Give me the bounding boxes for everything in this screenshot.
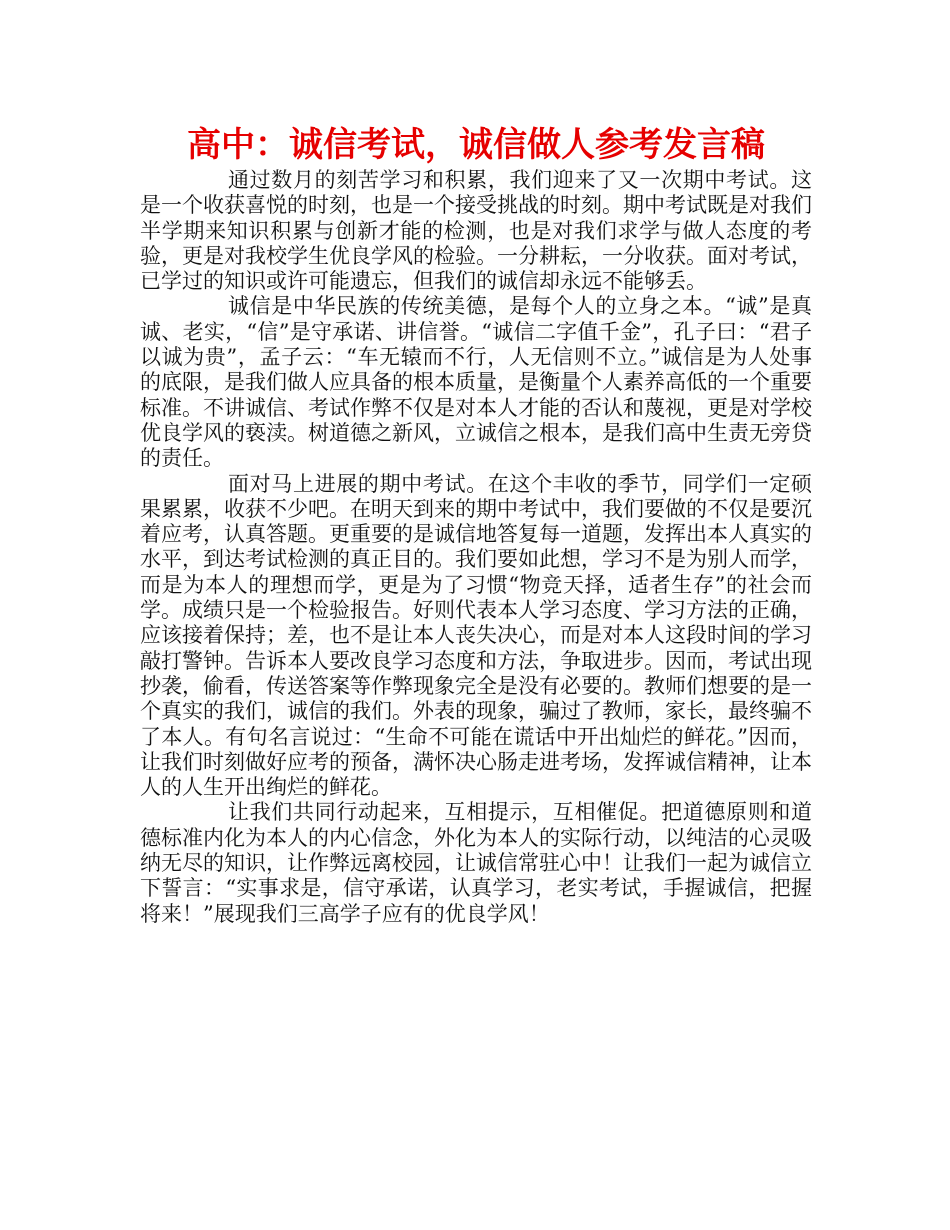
paragraph-2: 诚信是中华民族的传统美德，是每个人的立身之本。“诚”是真诚、老实，“信”是守承诺、讲信誉。“诚信二字值千金”，孔子曰：“君子以诚为贵”，孟子云：“车无辕而不行，人无信则不立。”诚信是为人处事的底限，是我们做人应具备的根本质量，是衡量个人素养高低的一个重要标准。不讲诚信、考试作弊不仅是对本人才能的否认和蔑视，更是对学校优良学风的亵渎。树道德之新风，立诚信之根本，是我们高中生责无旁贷的责任。 [140, 294, 812, 471]
paragraph-3: 面对马上进展的期中考试。在这个丰收的季节，同学们一定硕果累累，收获不少吧。在明天到来的期中考试中，我们要做的不仅是要沉着应考，认真答题。更重要的是诚信地答复每一道题，发挥出本人真实的水平，到达考试检测的真正目的。我们要如此想，学习不是为别人而学，而是为本人的理想而学，更是为了习惯“物竞天择，适者生存”的社会而学。成绩只是一个检验报告。好则代表本人学习态度、学习方法的正确，应该接着保持；差，也不是让本人丧失决心，而是对本人这段时间的学习敲打警钟。告诉本人要改良学习态度和方法，争取进步。因而，考试出现抄袭，偷看，传送答案等作弊现象完全是没有必要的。教师们想要的是一个真实的我们，诚信的我们。外表的现象，骗过了教师，家长，最终骗不了本人。有句名言说过：“生命不可能在谎话中开出灿烂的鲜花。”因而，让我们时刻做好应考的预备，满怀决心肠走进考场，发挥诚信精神，让本人的人生开出绚烂的鲜花。 [140, 471, 812, 800]
document-page [140, 122, 812, 927]
document-title: 高中：诚信考试，诚信做人参考发言稿 [187, 125, 765, 165]
paragraph-4: 让我们共同行动起来，互相提示，互相催促。把道德原则和道德标准内化为本人的内心信念，外化为本人的实际行动，以纯洁的心灵吸纳无尽的知识，让作弊远离校园，让诚信常驻心中！让我们一起为诚信立下誓言：“实事求是，信守承诺，认真学习，老实考试，手握诚信，把握将来！”展现我们三高学子应有的优良学风！ [140, 800, 812, 926]
paragraph-1: 通过数月的刻苦学习和积累，我们迎来了又一次期中考试。这是一个收获喜悦的时刻，也是一个接受挑战的时刻。期中考试既是对我们半学期来知识积累与创新才能的检测，也是对我们求学与做人态度的考验，更是对我校学生优良学风的检验。一分耕耘，一分收获。面对考试，已学过的知识或许可能遗忘，但我们的诚信却永远不能够丢。 [140, 168, 812, 294]
